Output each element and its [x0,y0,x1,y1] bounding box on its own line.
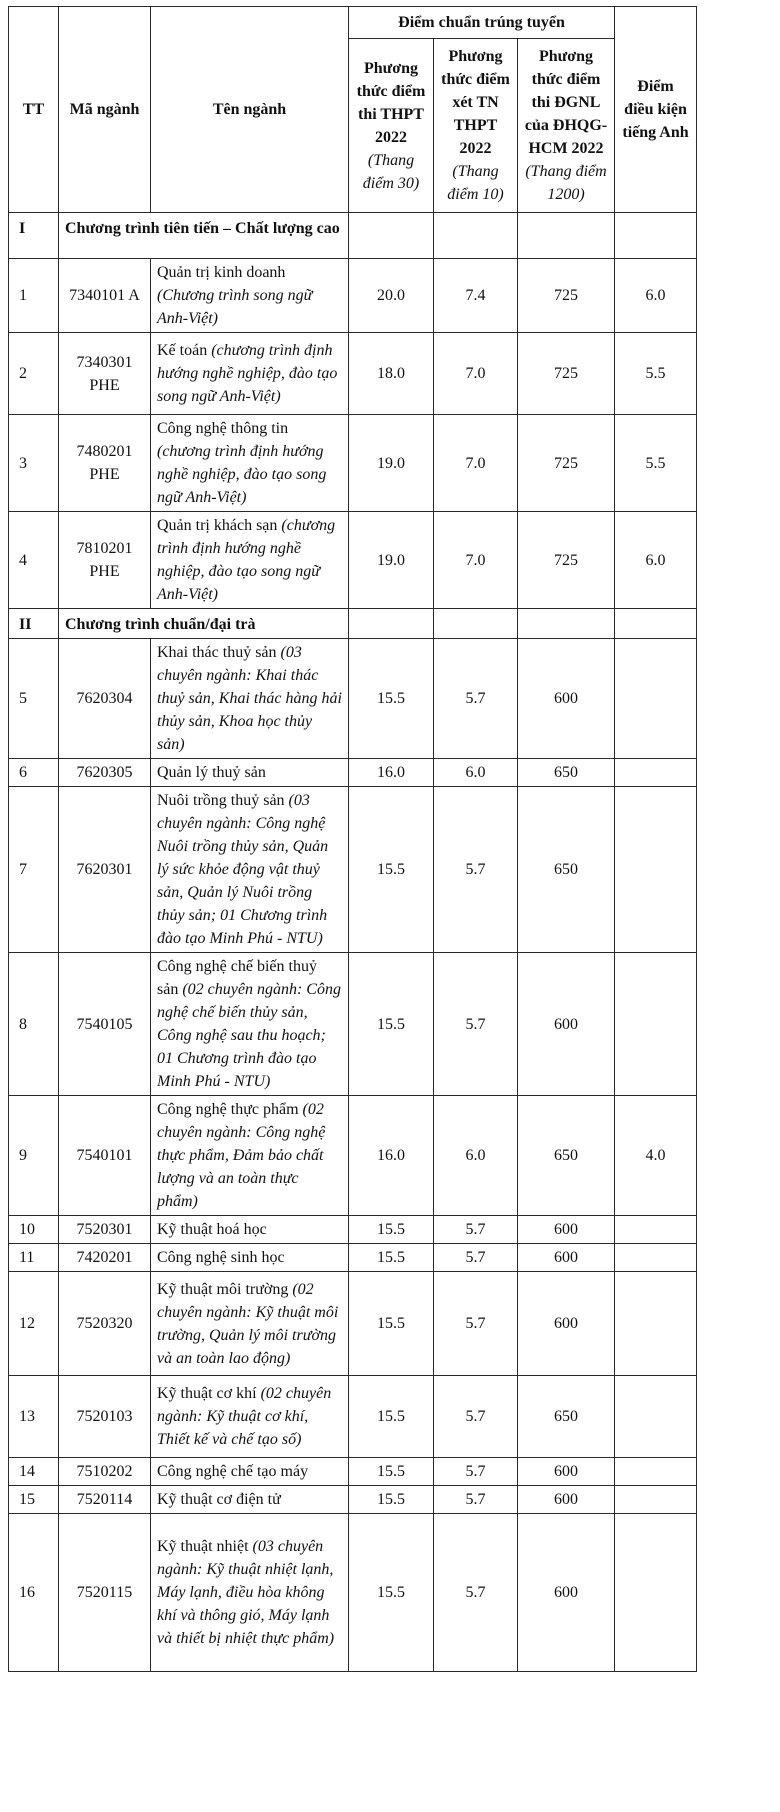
score-english [615,953,697,1096]
major-code: 7620301 [59,787,151,953]
score-thpt: 16.0 [349,759,434,787]
major-code: 7540101 [59,1096,151,1216]
header-tn [434,39,518,213]
table-row [9,259,697,333]
table-row [9,1272,697,1376]
major-name-cell [151,759,349,787]
major-name: Kỹ thuật cơ điện tử [157,1491,281,1508]
score-dgnl: 650 [518,1096,615,1216]
score-english [615,1486,697,1514]
score-tn: 5.7 [434,1514,518,1672]
score-tn: 5.7 [434,639,518,759]
score-tn: 5.7 [434,1244,518,1272]
section-number: I [9,213,59,259]
score-english: 5.5 [615,333,697,415]
major-name: Kỹ thuật cơ khí [157,1385,257,1402]
score-english [615,1514,697,1672]
table-body [9,213,697,1672]
section-empty-cell [518,213,615,259]
score-english [615,1244,697,1272]
score-english: 5.5 [615,415,697,512]
score-english: 6.0 [615,259,697,333]
major-code: 7540105 [59,953,151,1096]
section-empty-cell [349,213,434,259]
major-description: (02 chuyên ngành: Công nghệ thực phẩm, Đảm bảo chất lượng và an toàn thực phẩm) [157,1101,326,1210]
header-dgnl-label: Phương thức điểm thi ĐGNL của ĐHQG-HCM 2022 [524,48,608,157]
score-dgnl: 600 [518,1514,615,1672]
score-dgnl: 600 [518,639,615,759]
row-number: 9 [9,1096,59,1216]
major-description: (02 chuyên ngành: Kỹ thuật môi trường, Quản lý môi trường và an toàn lao động) [157,1280,339,1367]
score-thpt: 15.5 [349,1376,434,1458]
score-thpt: 19.0 [349,415,434,512]
section-number: II [9,609,59,639]
major-code: 7480201 PHE [59,415,151,512]
major-description: (03 chuyên ngành: Khai thác thuỷ sản, Khai thác hàng hải thủy sản, Khoa học thủy sản) [157,644,342,753]
score-thpt: 20.0 [349,259,434,333]
major-name: Kỹ thuật môi trường [157,1280,289,1298]
row-number: 10 [9,1216,59,1244]
row-number: 8 [9,953,59,1096]
major-description: (03 chuyên ngành: Công nghệ Nuôi trồng thủy sản, Quản lý sức khỏe động vật thuỷ sản, Quản lý Nuôi trồng thủy sản; 01 Chương trình đào tạo Minh Phú - NTU) [157,792,329,947]
score-english [615,1376,697,1458]
score-thpt: 15.5 [349,1458,434,1486]
score-tn: 7.0 [434,333,518,415]
major-name-cell [151,1216,349,1244]
major-code: 7340101 A [59,259,151,333]
row-number: 6 [9,759,59,787]
major-name: Công nghệ chế biến thuỷ sản [157,958,317,998]
table-row [9,333,697,415]
major-name: Quản trị khách sạn [157,517,278,534]
major-description: (02 chuyên ngành: Công nghệ chế biến thủy sản, Công nghệ sau thu hoạch; 01 Chương trình đào tạo Minh Phú - NTU) [157,981,341,1090]
major-name: Nuôi trồng thuỷ sản [157,792,285,809]
header-tt: TT [9,7,59,213]
major-name: Công nghệ chế tạo máy [157,1463,309,1480]
row-number: 1 [9,259,59,333]
row-number: 3 [9,415,59,512]
table-row [9,759,697,787]
major-code: 7420201 [59,1244,151,1272]
major-name-cell [151,1486,349,1514]
table-row [9,953,697,1096]
table-row [9,1216,697,1244]
score-tn: 5.7 [434,953,518,1096]
score-english [615,787,697,953]
header-tn-label: Phương thức điểm xét TN THPT 2022 [441,48,510,157]
score-english [615,1458,697,1486]
score-english [615,639,697,759]
row-number: 16 [9,1514,59,1672]
major-code: 7520320 [59,1272,151,1376]
score-dgnl: 725 [518,512,615,609]
section-empty-cell [615,213,697,259]
table-row [9,1244,697,1272]
score-english [615,1272,697,1376]
score-thpt: 19.0 [349,512,434,609]
row-number: 14 [9,1458,59,1486]
score-thpt: 15.5 [349,1514,434,1672]
row-number: 7 [9,787,59,953]
score-thpt: 15.5 [349,639,434,759]
score-dgnl: 600 [518,953,615,1096]
score-dgnl: 600 [518,1486,615,1514]
section-empty-cell [434,213,518,259]
score-dgnl: 650 [518,787,615,953]
major-name-cell [151,1514,349,1672]
major-code: 7520301 [59,1216,151,1244]
major-code: 7510202 [59,1458,151,1486]
major-name: Công nghệ thông tin [157,420,289,437]
table-header [9,7,697,213]
score-tn: 5.7 [434,1458,518,1486]
major-code: 7620305 [59,759,151,787]
major-code: 7620304 [59,639,151,759]
section-empty-cell [434,609,518,639]
header-code: Mã ngành [59,7,151,213]
score-tn: 5.7 [434,1376,518,1458]
major-name: Quản lý thuỷ sản [157,764,266,781]
row-number: 5 [9,639,59,759]
major-description: (chương trình định hướng nghề nghiệp, đào tạo song ngữ Anh-Việt) [157,443,327,506]
major-description: (Chương trình song ngữ Anh-Việt) [157,287,313,327]
major-name-cell [151,333,349,415]
major-name-cell [151,512,349,609]
score-english [615,759,697,787]
header-dgnl [518,39,615,213]
table-row [9,1376,697,1458]
section-row [9,609,697,639]
section-empty-cell [518,609,615,639]
major-code: 7520115 [59,1514,151,1672]
score-tn: 5.7 [434,787,518,953]
table-row [9,1514,697,1672]
score-thpt: 15.5 [349,787,434,953]
major-name: Kỹ thuật hoá học [157,1221,267,1238]
table-row [9,512,697,609]
score-tn: 5.7 [434,1486,518,1514]
header-name: Tên ngành [151,7,349,213]
score-dgnl: 725 [518,259,615,333]
row-number: 13 [9,1376,59,1458]
major-code: 7520114 [59,1486,151,1514]
admission-score-table [8,6,697,1672]
score-dgnl: 600 [518,1244,615,1272]
score-dgnl: 600 [518,1272,615,1376]
score-english: 6.0 [615,512,697,609]
score-thpt: 16.0 [349,1096,434,1216]
major-description: (03 chuyên ngành: Kỹ thuật nhiệt lạnh, Máy lạnh, điều hòa không khí và thông gió, Máy lạnh và thiết bị nhiệt thực phẩm) [157,1538,335,1647]
major-name: Quản trị kinh doanh [157,264,286,281]
major-description: (02 chuyên ngành: Kỹ thuật cơ khí, Thiết kế và chế tạo số) [157,1385,332,1448]
score-dgnl: 600 [518,1458,615,1486]
row-number: 15 [9,1486,59,1514]
table-row [9,1458,697,1486]
score-dgnl: 600 [518,1216,615,1244]
major-name: Kế toán [157,342,208,359]
section-empty-cell [615,609,697,639]
section-empty-cell [349,609,434,639]
score-thpt: 18.0 [349,333,434,415]
section-row [9,213,697,259]
row-number: 12 [9,1272,59,1376]
section-title: Chương trình chuẩn/đại trà [59,609,349,639]
score-tn: 5.7 [434,1272,518,1376]
major-name: Khai thác thuỷ sản [157,644,277,661]
header-thpt-note: (Thang điểm 30) [362,151,420,192]
major-name: Kỹ thuật nhiệt [157,1538,249,1555]
major-code: 7810201 PHE [59,512,151,609]
score-dgnl: 725 [518,333,615,415]
header-thpt-label: Phương thức điểm thi THPT 2022 [356,59,426,146]
major-name-cell [151,787,349,953]
major-name-cell [151,1272,349,1376]
score-dgnl: 650 [518,1376,615,1458]
score-thpt: 15.5 [349,1216,434,1244]
major-name-cell [151,415,349,512]
score-tn: 7.0 [434,415,518,512]
score-english: 4.0 [615,1096,697,1216]
major-name: Công nghệ sinh học [157,1249,285,1266]
major-name-cell [151,1376,349,1458]
row-number: 4 [9,512,59,609]
major-code: 7520103 [59,1376,151,1458]
row-number: 11 [9,1244,59,1272]
score-dgnl: 650 [518,759,615,787]
major-name-cell [151,639,349,759]
major-description: (chương trình định hướng nghề nghiệp, đào tạo song ngữ Anh-Việt) [157,342,338,405]
major-name-cell [151,1244,349,1272]
row-number: 2 [9,333,59,415]
header-english: Điểm điều kiện tiếng Anh [615,7,697,213]
header-dgnl-note: (Thang điểm 1200) [525,163,607,203]
major-name-cell [151,953,349,1096]
score-tn: 7.0 [434,512,518,609]
score-thpt: 15.5 [349,1272,434,1376]
score-english [615,1216,697,1244]
major-name: Công nghệ thực phẩm [157,1101,299,1118]
major-name-cell [151,1096,349,1216]
score-tn: 7.4 [434,259,518,333]
score-tn: 5.7 [434,1216,518,1244]
score-thpt: 15.5 [349,1486,434,1514]
score-tn: 6.0 [434,1096,518,1216]
score-tn: 6.0 [434,759,518,787]
table-row [9,787,697,953]
section-title: Chương trình tiên tiến – Chất lượng cao [59,213,349,259]
table-row [9,415,697,512]
score-dgnl: 725 [518,415,615,512]
table-row [9,1486,697,1514]
major-name-cell [151,259,349,333]
major-description: (chương trình định hướng nghề nghiệp, đào tạo song ngữ Anh-Việt) [157,517,336,603]
header-tn-note: (Thang điểm 10) [447,163,504,203]
header-thpt [349,39,434,213]
table-row [9,1096,697,1216]
header-score-group: Điểm chuẩn trúng tuyển [349,7,615,39]
major-name-cell [151,1458,349,1486]
major-code: 7340301 PHE [59,333,151,415]
score-thpt: 15.5 [349,1244,434,1272]
score-thpt: 15.5 [349,953,434,1096]
table-row [9,639,697,759]
